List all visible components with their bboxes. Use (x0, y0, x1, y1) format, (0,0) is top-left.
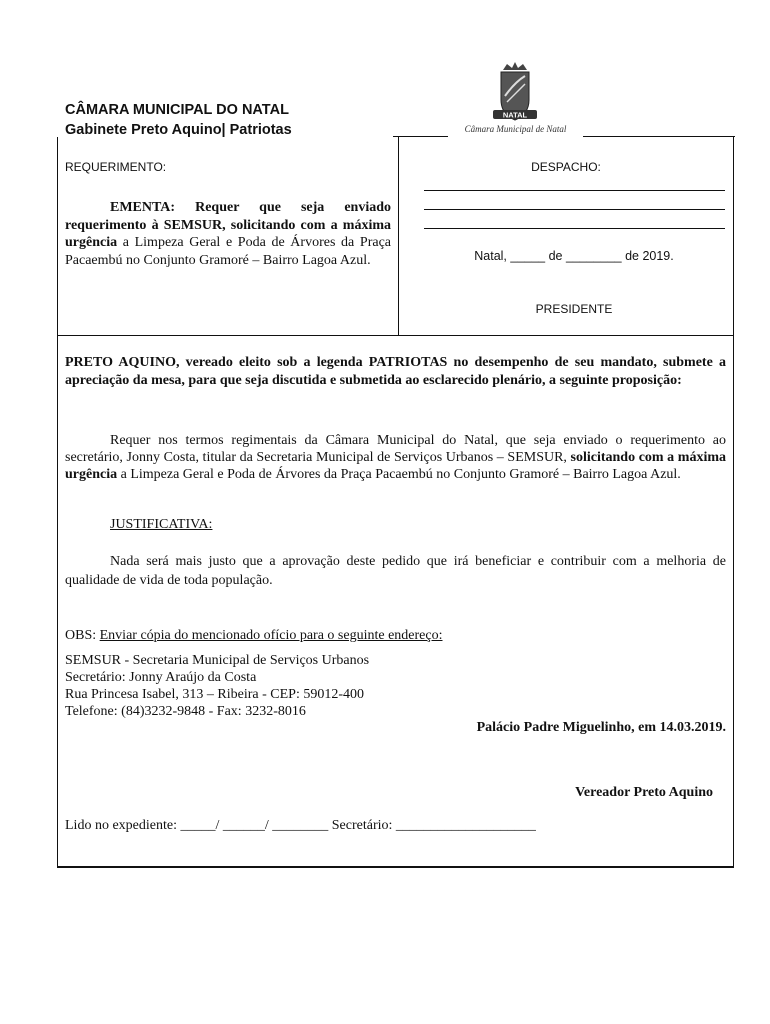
lido-expediente: Lido no expediente: _____/ ______/ ________ Secretário: ____________________ (65, 818, 536, 833)
presidente-label: PRESIDENTE (535, 302, 613, 316)
despacho-line (424, 228, 725, 229)
document-header (65, 100, 292, 140)
logo-banner-text: NATAL (502, 110, 528, 120)
logo-caption: Câmara Municipal de Natal (464, 124, 567, 134)
intro-paragraph: PRETO AQUINO, vereado eleito sob a legenda PATRIOTAS no desempenho de seu mandato, submete a apreciação da mesa, para que seja discutida e submetida ao esclarecido plenário, a seguinte proposição: (65, 355, 726, 388)
address-block (65, 652, 369, 720)
request-paragraph (65, 432, 726, 483)
ementa-rest: a Limpeza Geral e Poda de Árvores da Praça Pacaembú no Conjunto Gramoré – Bairro Lagoa Azul. (65, 235, 391, 268)
despacho-line (424, 209, 725, 210)
requerimento-label: REQUERIMENTO: (65, 160, 167, 174)
obs-text: Enviar cópia do mencionado ofício para o seguinte endereço: (99, 628, 443, 643)
despacho-line (424, 190, 725, 191)
address-line: Telefone: (84)3232-9848 - Fax: 3232-8016 (65, 704, 306, 719)
request-bold: solicitando com a máxima urgência (65, 450, 726, 482)
row-divider (57, 335, 734, 336)
chamber-title: CÂMARA MUNICIPAL DO NATAL (65, 102, 289, 118)
request-start: Requer nos termos regimentais da Câmara Municipal do Natal, que seja enviado o requerimento ao secretário, Jonny Costa, titular da Secretaria Municipal de Serviços Urbanos – SEMSUR, (65, 433, 726, 465)
address-line: SEMSUR - Secretaria Municipal de Serviços Urbanos (65, 653, 370, 668)
obs-line (65, 628, 443, 644)
obs-label: OBS: (65, 628, 100, 643)
justificativa-heading: JUSTIFICATIVA: (110, 517, 213, 532)
ementa-text (65, 199, 391, 269)
request-end: a Limpeza Geral e Poda de Árvores da Praça Pacaembú no Conjunto Gramoré – Bairro Lagoa Azul. (117, 467, 681, 482)
justificativa-paragraph: Nada será mais justo que a aprovação deste pedido que irá beneficiar e contribuir com a melhoria de qualidade de vida de toda população. (65, 554, 726, 588)
address-line: Secretário: Jonny Araújo da Costa (65, 670, 257, 685)
signature-name: Vereador Preto Aquino (575, 785, 713, 800)
despacho-label: DESPACHO: (531, 160, 601, 174)
office-title: Gabinete Preto Aquino| Patriotas (65, 122, 292, 138)
address-line: Rua Princesa Isabel, 313 – Ribeira - CEP: 59012-400 (65, 687, 365, 702)
despacho-date: Natal, _____ de ________ de 2019. (474, 249, 674, 263)
place-date: Palácio Padre Miguelinho, em 14.03.2019. (476, 720, 726, 735)
ementa-bold: EMENTA: Requer que seja enviado requerimento à SEMSUR, solicitando com a máxima urgência (65, 200, 391, 250)
